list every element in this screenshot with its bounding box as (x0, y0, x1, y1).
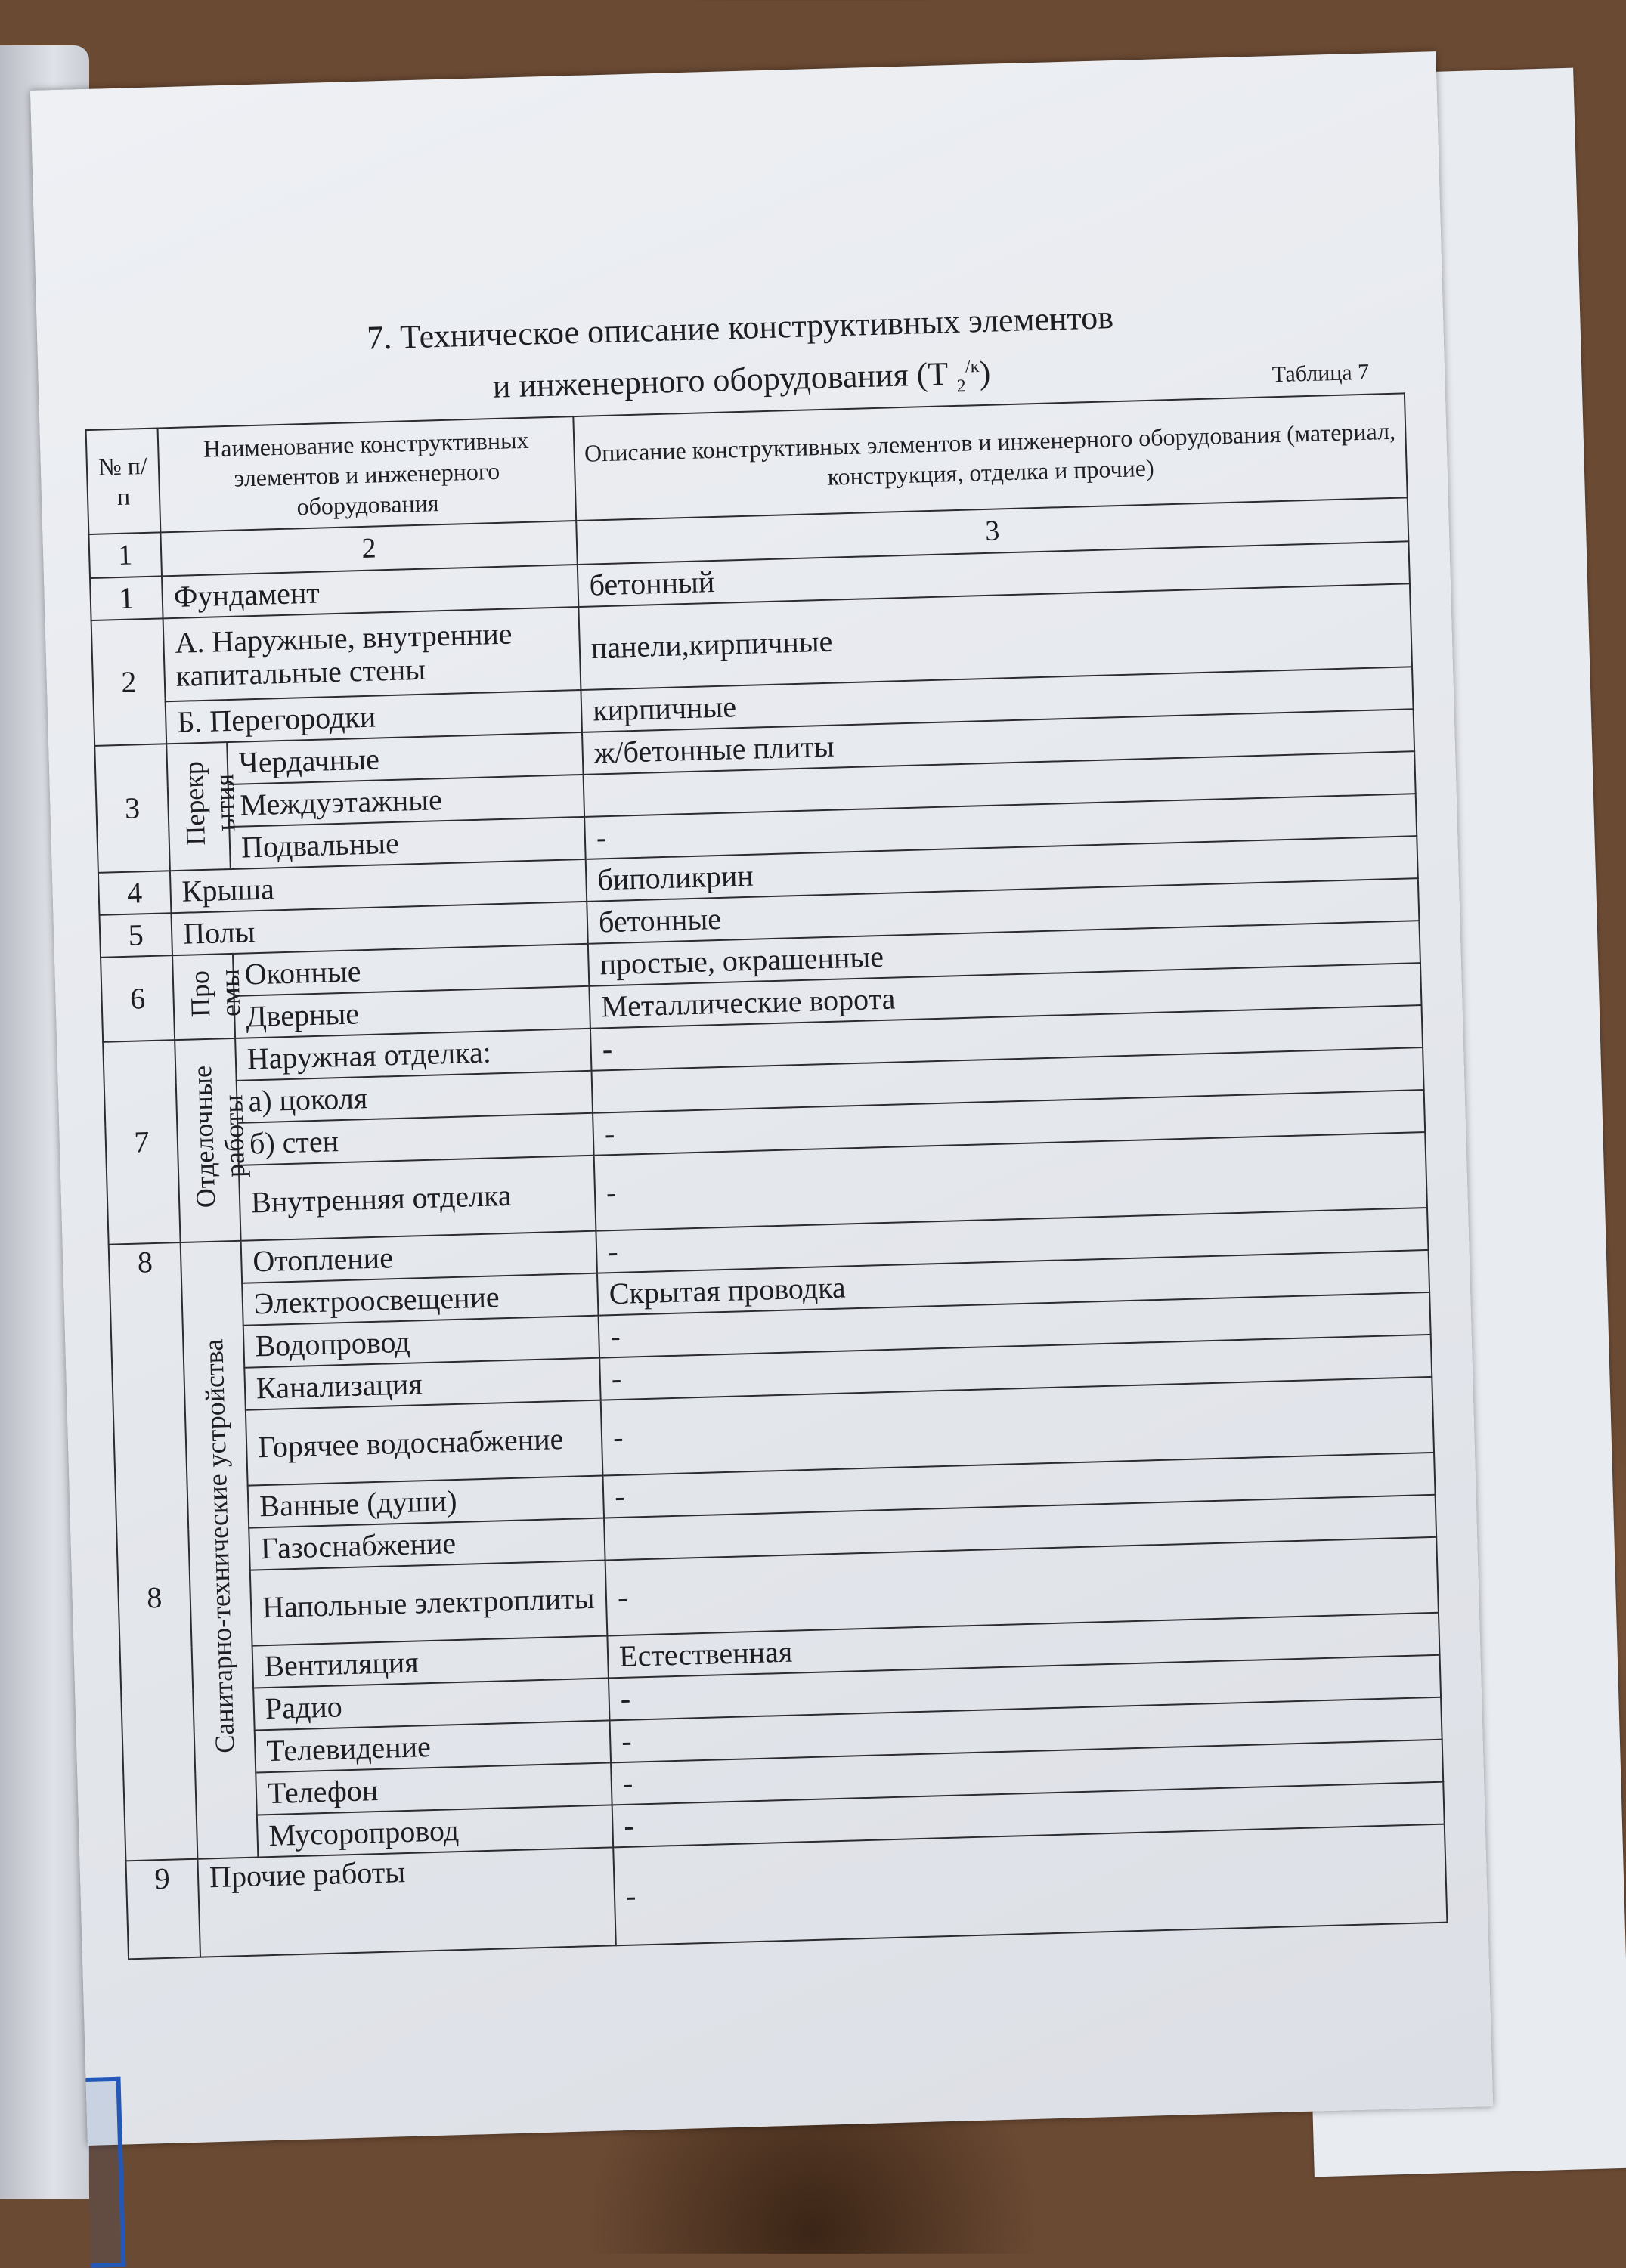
table-row: 3 Перекр ытия Чердачные ж/бетонные плиты (94, 709, 1414, 788)
table-row: Дверные Металлические ворота (102, 963, 1422, 1042)
table-row: Мусоропровод - (125, 1782, 1445, 1861)
table-row: Телефон - (123, 1740, 1443, 1819)
group-label-finishing: Отделочные работы (175, 1038, 240, 1242)
table-row: Подвальные - (97, 794, 1417, 873)
title-subscript: 2 (956, 376, 967, 397)
structural-elements-table (85, 392, 1448, 1960)
table-row: 9 Прочие работы - (125, 1824, 1447, 1960)
table-row: 5 Полы бетонные (99, 878, 1419, 958)
group-label-floors: Перекр ытия (166, 742, 231, 871)
table-row: 1 Фундамент бетонный (90, 541, 1410, 620)
table-row: Б. Перегородки кирпичные (94, 667, 1414, 746)
table-row: Ванные (души) - (116, 1453, 1436, 1532)
group-label-sanitary: Санитарно-технические устройства (181, 1241, 259, 1859)
table-caption: Таблица 7 (1271, 359, 1370, 388)
blue-stamp (85, 2077, 125, 2268)
table-row: 7 Отделочные работы Наружная отделка: - (103, 1005, 1423, 1084)
title-line-1: 7. Техническое описание конструктивных элементов (366, 299, 1114, 357)
table-row: 6 Про емы Оконные простые, окрашенные (101, 921, 1420, 1000)
table-row: Электроосвещение Скрытая проводка (110, 1250, 1429, 1329)
header-description: Описание конструктивных элементов и инженерного оборудования (материал, конструкция, отделка и прочие) (573, 393, 1407, 521)
table-row: 8 8 Санитарно-технические устройства Отопление - (109, 1208, 1429, 1287)
index-row: 1 2 3 (88, 497, 1408, 578)
title-superscript: /к (965, 357, 980, 377)
table-row: а) цоколя (104, 1047, 1424, 1127)
table-row: Телевидение - (122, 1697, 1442, 1777)
header-num: № п/п (86, 428, 161, 534)
table-row: Радио - (121, 1655, 1441, 1734)
table-row: Внутренняя отделка - (107, 1132, 1427, 1245)
table-row: Канализация - (112, 1335, 1432, 1414)
row-8-num: 8 (146, 1580, 163, 1615)
title-line-2: и инженерного оборудования (Т $_2^{/к}$) (492, 354, 991, 405)
group-label-openings: Про емы (172, 954, 235, 1040)
table-row: Напольные электроплиты - (118, 1537, 1439, 1650)
row-8-num-top: 8 (137, 1245, 153, 1279)
header-name: Наименование конструктивных элементов и инженерного оборудования (158, 416, 577, 532)
table-row: Водопровод - (111, 1292, 1431, 1372)
table-row: Горячее водоснабжение - (113, 1377, 1434, 1490)
table-row: 2 А. Наружные, внутренние капитальные стены панели,кирпичные (91, 583, 1412, 704)
table-row: Междуэтажные (96, 751, 1416, 831)
table-row: б) стен - (105, 1090, 1425, 1169)
document-page (30, 51, 1493, 2146)
table-row: 4 Крыша биполикрин (98, 836, 1418, 915)
table-row: Вентиляция Естественная (120, 1613, 1440, 1692)
table-row: Газоснабжение (116, 1495, 1436, 1574)
